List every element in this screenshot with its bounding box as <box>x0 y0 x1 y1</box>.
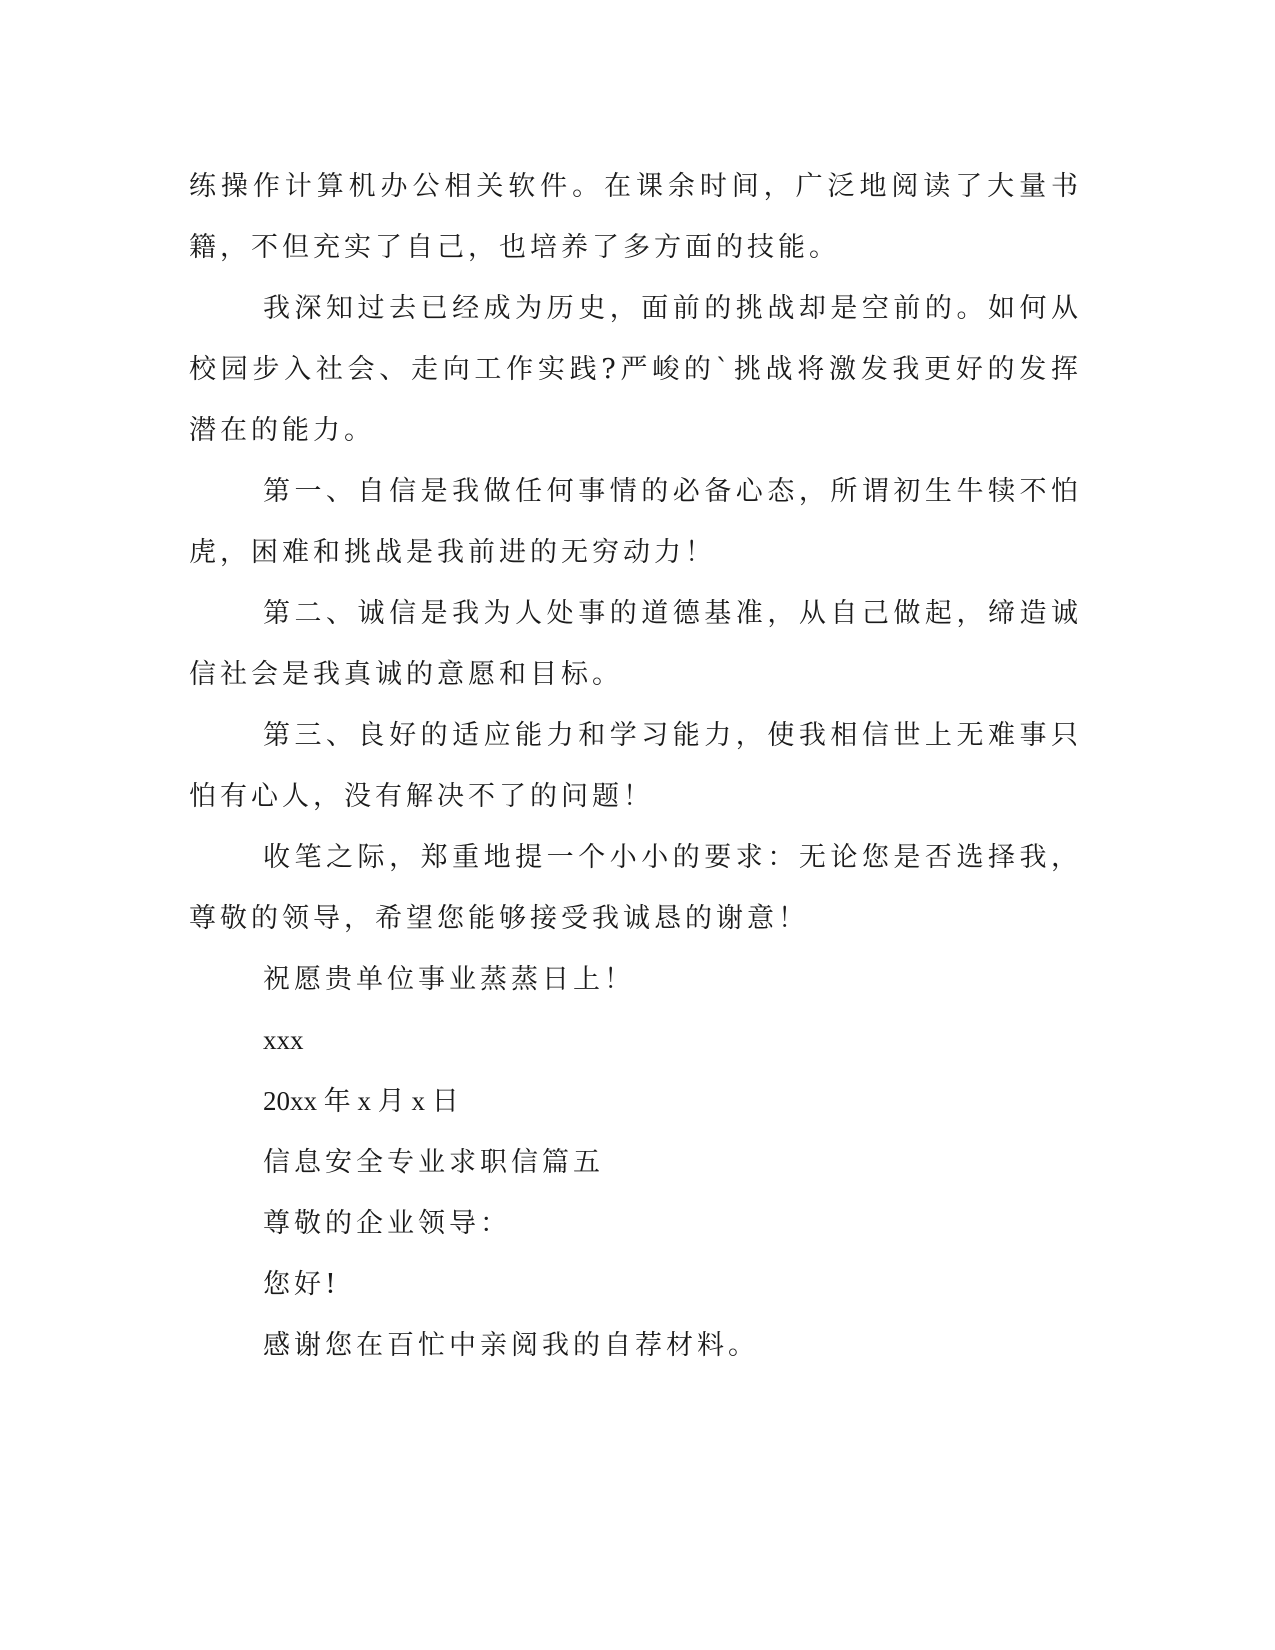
paragraph-adaptability: 第三、良好的适应能力和学习能力，使我相信世上无难事只怕有心人，没有解决不了的问题！ <box>189 720 1082 812</box>
paragraph-integrity: 第二、诚信是我为人处事的道德基准，从自己做起，缔造诚信社会是我真诚的意愿和目标。 <box>189 598 1082 690</box>
opening-line: 感谢您在百忙中亲阅我的自荐材料。 <box>263 1330 759 1361</box>
closing-wish: 祝愿贵单位事业蒸蒸日上！ <box>263 964 635 995</box>
document-body <box>189 156 1082 1376</box>
salutation: 尊敬的企业领导： <box>263 1208 511 1239</box>
greeting: 您好! <box>263 1269 340 1300</box>
paragraph-continuation: 练操作计算机办公相关软件。在课余时间，广泛地阅读了大量书籍，不但充实了自己，也培养了多方面的技能。 <box>189 171 1082 263</box>
paragraph-closing-request: 收笔之际，郑重地提一个小小的要求：无论您是否选择我，尊敬的领导，希望您能够接受我诚恳的谢意！ <box>189 842 1082 934</box>
paragraph-confidence: 第一、自信是我做任何事情的必备心态，所谓初生牛犊不怕虎，困难和挑战是我前进的无穷动力！ <box>189 476 1082 568</box>
signature: xxx <box>263 1025 304 1055</box>
letter-date: 20xx 年 x 月 x 日 <box>263 1086 459 1116</box>
paragraph-challenge: 我深知过去已经成为历史，面前的挑战却是空前的。如何从校园步入社会、走向工作实践?严峻的`挑战将激发我更好的发挥潜在的能力。 <box>189 293 1082 446</box>
section-title: 信息安全专业求职信篇五 <box>263 1147 604 1178</box>
